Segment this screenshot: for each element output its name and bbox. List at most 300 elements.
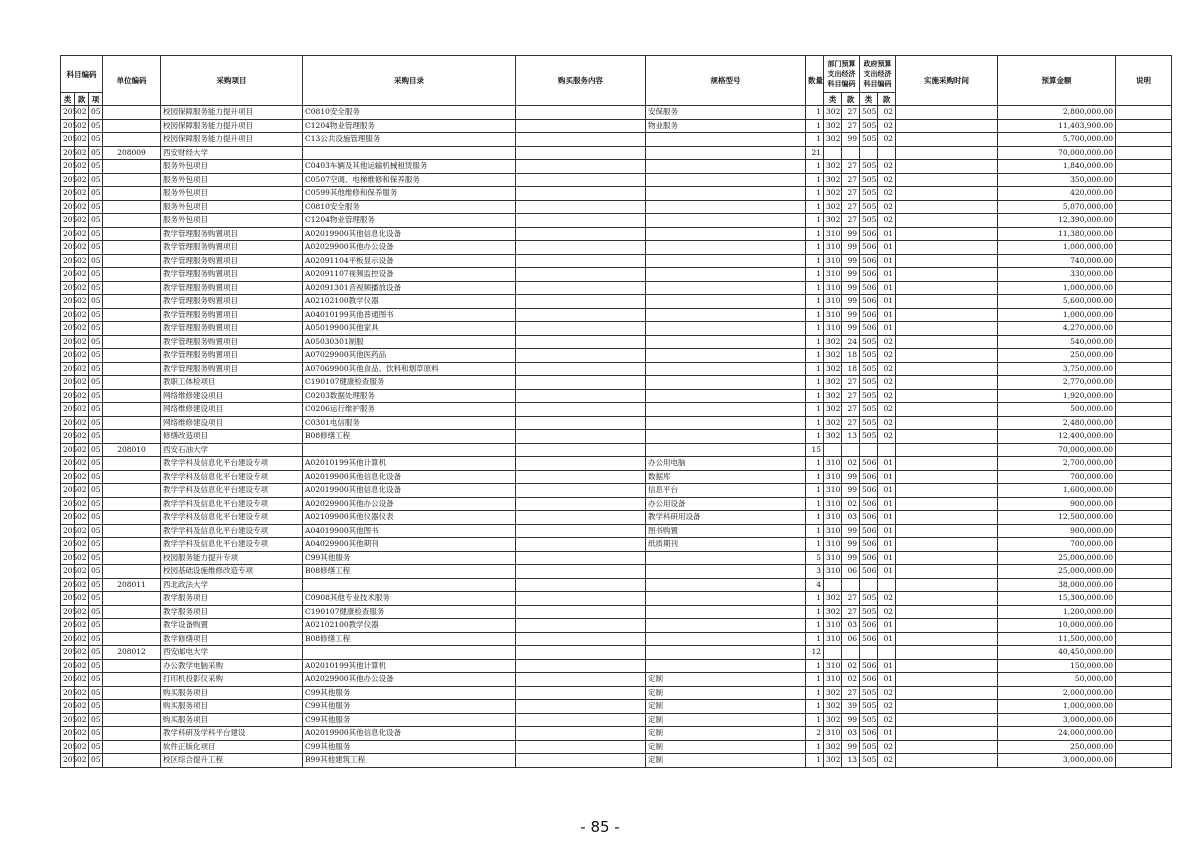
table-row [61, 416, 1172, 430]
cell-budget-amount: 5,070,000.00 [998, 200, 1116, 214]
cell-purchase-time [896, 214, 998, 228]
cell-budget-amount: 2,700,000.00 [998, 457, 1116, 471]
cell-category-kuan: 02 [75, 214, 89, 228]
cell-quantity: 1 [806, 106, 824, 120]
cell-dept-kuan: 03 [842, 619, 860, 633]
cell-catalog: C0203数据处理服务 [303, 389, 516, 403]
cell-gov-kuan: 02 [878, 349, 896, 363]
cell-note [1116, 335, 1172, 349]
cell-service-content [516, 713, 646, 727]
cell-budget-amount: 350,000.00 [998, 173, 1116, 187]
cell-dept-kuan: 39 [842, 700, 860, 714]
cell-category-lei: 205 [61, 281, 75, 295]
cell-category-xiang: 05 [89, 511, 103, 525]
cell-gov-lei: 506 [860, 281, 878, 295]
cell-unit-code [103, 295, 161, 309]
cell-service-content [516, 146, 646, 160]
cell-gov-lei: 506 [860, 538, 878, 552]
cell-budget-amount: 70,000,000.00 [998, 146, 1116, 160]
cell-gov-lei: 506 [860, 727, 878, 741]
cell-purchase-time [896, 551, 998, 565]
cell-budget-amount: 15,300,000.00 [998, 592, 1116, 606]
header-service-content: 购买服务内容 [516, 56, 646, 106]
cell-service-content [516, 389, 646, 403]
table-body [61, 106, 1172, 768]
cell-catalog: A02109900其他仪器仪表 [303, 511, 516, 525]
cell-category-xiang: 05 [89, 754, 103, 768]
cell-quantity: 1 [806, 335, 824, 349]
cell-unit-code [103, 349, 161, 363]
cell-project-name: 教职工体检项目 [161, 376, 303, 390]
cell-dept-lei: 302 [824, 592, 842, 606]
cell-note [1116, 254, 1172, 268]
cell-category-xiang: 05 [89, 686, 103, 700]
cell-note [1116, 713, 1172, 727]
cell-budget-amount: 4,270,000.00 [998, 322, 1116, 336]
cell-unit-code: 208010 [103, 443, 161, 457]
cell-purchase-time [896, 713, 998, 727]
cell-dept-lei: 302 [824, 389, 842, 403]
cell-gov-lei: 505 [860, 119, 878, 133]
cell-project-name: 网络维修建设项目 [161, 416, 303, 430]
cell-category-lei: 205 [61, 146, 75, 160]
cell-quantity: 1 [806, 754, 824, 768]
table-row [61, 646, 1172, 660]
cell-quantity: 21 [806, 146, 824, 160]
cell-project-name: 教学修缮项目 [161, 632, 303, 646]
cell-catalog: C99其他服务 [303, 740, 516, 754]
cell-gov-kuan: 01 [878, 254, 896, 268]
cell-dept-kuan: 27 [842, 403, 860, 417]
table-row [61, 173, 1172, 187]
cell-purchase-time [896, 322, 998, 336]
cell-unit-code [103, 497, 161, 511]
cell-dept-lei: 310 [824, 308, 842, 322]
cell-category-lei: 205 [61, 133, 75, 147]
cell-spec: 教学科研用设备 [646, 511, 806, 525]
cell-budget-amount: 50,000.00 [998, 673, 1116, 687]
cell-purchase-time [896, 389, 998, 403]
cell-dept-kuan: 99 [842, 227, 860, 241]
cell-project-name: 教学管理服务购置项目 [161, 349, 303, 363]
cell-note [1116, 349, 1172, 363]
cell-catalog: C99其他服务 [303, 686, 516, 700]
cell-service-content [516, 470, 646, 484]
cell-spec [646, 619, 806, 633]
cell-gov-lei: 505 [860, 605, 878, 619]
cell-quantity: 2 [806, 727, 824, 741]
cell-gov-lei: 505 [860, 416, 878, 430]
cell-dept-kuan: 18 [842, 349, 860, 363]
cell-category-kuan: 02 [75, 632, 89, 646]
cell-note [1116, 200, 1172, 214]
cell-unit-code [103, 740, 161, 754]
table-row [61, 335, 1172, 349]
table-row [61, 106, 1172, 120]
cell-category-xiang: 05 [89, 673, 103, 687]
cell-category-kuan: 02 [75, 565, 89, 579]
cell-dept-kuan: 99 [842, 254, 860, 268]
cell-category-xiang: 05 [89, 484, 103, 498]
cell-dept-kuan: 99 [842, 713, 860, 727]
cell-catalog: A02029900其他办公设备 [303, 673, 516, 687]
cell-dept-lei: 302 [824, 214, 842, 228]
cell-category-lei: 205 [61, 254, 75, 268]
cell-category-xiang: 05 [89, 335, 103, 349]
cell-service-content [516, 619, 646, 633]
cell-gov-lei: 505 [860, 335, 878, 349]
cell-service-content [516, 511, 646, 525]
cell-category-lei: 205 [61, 187, 75, 201]
cell-note [1116, 686, 1172, 700]
cell-dept-lei: 310 [824, 241, 842, 255]
table-row [61, 403, 1172, 417]
cell-spec [646, 322, 806, 336]
table-row [61, 443, 1172, 457]
cell-dept-kuan: 27 [842, 119, 860, 133]
cell-category-lei: 205 [61, 578, 75, 592]
cell-quantity: 1 [806, 173, 824, 187]
cell-catalog: A04029900其他期刊 [303, 538, 516, 552]
cell-category-xiang: 05 [89, 538, 103, 552]
cell-quantity: 1 [806, 700, 824, 714]
table-row [61, 754, 1172, 768]
cell-gov-lei: 505 [860, 214, 878, 228]
cell-unit-code [103, 484, 161, 498]
cell-note [1116, 214, 1172, 228]
cell-catalog: C0301电信服务 [303, 416, 516, 430]
cell-category-lei: 205 [61, 632, 75, 646]
cell-dept-kuan: 99 [842, 241, 860, 255]
cell-purchase-time [896, 457, 998, 471]
table-row [61, 740, 1172, 754]
cell-service-content [516, 106, 646, 120]
cell-note [1116, 173, 1172, 187]
cell-dept-lei: 310 [824, 497, 842, 511]
cell-dept-kuan: 99 [842, 268, 860, 282]
cell-unit-code [103, 200, 161, 214]
cell-project-name: 修缮改造项目 [161, 430, 303, 444]
cell-purchase-time [896, 538, 998, 552]
cell-category-xiang: 05 [89, 659, 103, 673]
cell-catalog: A04010199其他普通图书 [303, 308, 516, 322]
cell-category-xiang: 05 [89, 241, 103, 255]
cell-catalog [303, 146, 516, 160]
cell-gov-lei: 506 [860, 268, 878, 282]
cell-dept-lei: 302 [824, 403, 842, 417]
cell-category-kuan: 02 [75, 551, 89, 565]
cell-budget-amount: 24,000,000.00 [998, 727, 1116, 741]
cell-category-lei: 205 [61, 119, 75, 133]
cell-purchase-time [896, 565, 998, 579]
table-row [61, 281, 1172, 295]
cell-category-xiang: 05 [89, 727, 103, 741]
cell-project-name: 教学学科及信息化平台建设专项 [161, 457, 303, 471]
header-gov-kuan: 款 [878, 93, 896, 106]
cell-category-xiang: 05 [89, 376, 103, 390]
cell-project-name: 服务外包项目 [161, 187, 303, 201]
cell-project-name: 西安石油大学 [161, 443, 303, 457]
cell-quantity: 1 [806, 389, 824, 403]
cell-project-name: 教学管理服务购置项目 [161, 241, 303, 255]
cell-category-xiang: 05 [89, 578, 103, 592]
cell-service-content [516, 254, 646, 268]
cell-category-xiang: 05 [89, 713, 103, 727]
cell-category-lei: 205 [61, 565, 75, 579]
cell-quantity: 1 [806, 632, 824, 646]
cell-category-lei: 205 [61, 619, 75, 633]
cell-category-lei: 205 [61, 295, 75, 309]
cell-gov-kuan: 01 [878, 538, 896, 552]
cell-dept-kuan: 99 [842, 133, 860, 147]
cell-purchase-time [896, 403, 998, 417]
cell-unit-code [103, 673, 161, 687]
cell-project-name: 购买服务项目 [161, 713, 303, 727]
cell-purchase-time [896, 443, 998, 457]
cell-catalog [303, 578, 516, 592]
cell-dept-lei: 302 [824, 349, 842, 363]
cell-service-content [516, 524, 646, 538]
cell-service-content [516, 241, 646, 255]
cell-dept-lei: 302 [824, 376, 842, 390]
cell-purchase-time [896, 308, 998, 322]
cell-project-name: 教学管理服务购置项目 [161, 295, 303, 309]
cell-dept-lei: 310 [824, 470, 842, 484]
cell-spec [646, 592, 806, 606]
cell-purchase-time [896, 646, 998, 660]
cell-note [1116, 389, 1172, 403]
cell-spec: 安保服务 [646, 106, 806, 120]
cell-category-xiang: 05 [89, 497, 103, 511]
cell-budget-amount: 25,000,000.00 [998, 551, 1116, 565]
cell-service-content [516, 538, 646, 552]
table-row [61, 551, 1172, 565]
cell-dept-lei: 310 [824, 632, 842, 646]
cell-unit-code [103, 214, 161, 228]
cell-quantity: 1 [806, 268, 824, 282]
cell-category-xiang: 05 [89, 214, 103, 228]
cell-dept-lei: 302 [824, 686, 842, 700]
cell-dept-lei: 310 [824, 538, 842, 552]
cell-dept-kuan: 02 [842, 659, 860, 673]
cell-service-content [516, 754, 646, 768]
cell-unit-code [103, 430, 161, 444]
cell-category-xiang: 05 [89, 443, 103, 457]
cell-note [1116, 146, 1172, 160]
cell-category-kuan: 02 [75, 254, 89, 268]
cell-dept-kuan: 03 [842, 727, 860, 741]
cell-category-kuan: 02 [75, 362, 89, 376]
cell-unit-code [103, 376, 161, 390]
cell-catalog: A02019900其他信息化设备 [303, 227, 516, 241]
cell-spec [646, 295, 806, 309]
cell-purchase-time [896, 416, 998, 430]
cell-budget-amount: 1,000,000.00 [998, 281, 1116, 295]
cell-category-kuan: 02 [75, 295, 89, 309]
cell-category-lei: 205 [61, 173, 75, 187]
cell-category-lei: 205 [61, 106, 75, 120]
cell-project-name: 教学管理服务购置项目 [161, 362, 303, 376]
cell-purchase-time [896, 511, 998, 525]
cell-category-xiang: 05 [89, 281, 103, 295]
cell-category-kuan: 02 [75, 403, 89, 417]
cell-dept-lei: 310 [824, 484, 842, 498]
cell-spec: 图书购置 [646, 524, 806, 538]
cell-purchase-time [896, 740, 998, 754]
cell-category-lei: 205 [61, 457, 75, 471]
cell-gov-lei: 505 [860, 389, 878, 403]
cell-spec [646, 268, 806, 282]
cell-gov-lei: 505 [860, 592, 878, 606]
cell-catalog: A02010199其他计算机 [303, 457, 516, 471]
cell-service-content [516, 646, 646, 660]
cell-note [1116, 740, 1172, 754]
cell-unit-code [103, 470, 161, 484]
table-row [61, 187, 1172, 201]
cell-catalog: A02010199其他计算机 [303, 659, 516, 673]
cell-gov-kuan [878, 146, 896, 160]
cell-category-kuan: 02 [75, 619, 89, 633]
cell-service-content [516, 376, 646, 390]
cell-gov-lei: 506 [860, 632, 878, 646]
cell-category-kuan: 02 [75, 241, 89, 255]
cell-category-kuan: 02 [75, 322, 89, 336]
cell-unit-code [103, 416, 161, 430]
table-row [61, 470, 1172, 484]
header-xiang: 项 [89, 93, 103, 106]
cell-spec: 定制 [646, 740, 806, 754]
cell-project-name: 校区综合提升工程 [161, 754, 303, 768]
page-number: - 85 - [580, 818, 620, 836]
cell-catalog: C1204物业管理服务 [303, 119, 516, 133]
cell-category-kuan: 02 [75, 727, 89, 741]
cell-category-kuan: 02 [75, 524, 89, 538]
cell-budget-amount: 5,600,000.00 [998, 295, 1116, 309]
cell-dept-kuan: 99 [842, 524, 860, 538]
cell-category-lei: 205 [61, 335, 75, 349]
cell-gov-kuan: 02 [878, 173, 896, 187]
cell-purchase-time [896, 146, 998, 160]
cell-gov-lei: 506 [860, 511, 878, 525]
cell-gov-lei: 506 [860, 295, 878, 309]
cell-quantity: 1 [806, 322, 824, 336]
cell-category-kuan: 02 [75, 200, 89, 214]
cell-spec [646, 646, 806, 660]
cell-budget-amount: 1,000,000.00 [998, 700, 1116, 714]
table-row [61, 497, 1172, 511]
cell-category-kuan: 02 [75, 578, 89, 592]
cell-gov-lei: 505 [860, 349, 878, 363]
cell-unit-code [103, 227, 161, 241]
cell-dept-lei: 302 [824, 430, 842, 444]
cell-dept-lei: 302 [824, 362, 842, 376]
cell-project-name: 西安邮电大学 [161, 646, 303, 660]
cell-dept-lei [824, 578, 842, 592]
cell-project-name: 西北政法大学 [161, 578, 303, 592]
cell-category-xiang: 05 [89, 389, 103, 403]
table-row [61, 727, 1172, 741]
table-row [61, 430, 1172, 444]
cell-budget-amount: 2,480,000.00 [998, 416, 1116, 430]
cell-quantity: 1 [806, 592, 824, 606]
cell-budget-amount: 700,000.00 [998, 470, 1116, 484]
cell-note [1116, 362, 1172, 376]
cell-spec [646, 160, 806, 174]
cell-gov-lei: 505 [860, 376, 878, 390]
cell-note [1116, 605, 1172, 619]
cell-spec: 定制 [646, 727, 806, 741]
cell-spec [646, 214, 806, 228]
cell-dept-lei: 302 [824, 133, 842, 147]
cell-quantity: 1 [806, 713, 824, 727]
cell-quantity: 1 [806, 254, 824, 268]
cell-quantity: 1 [806, 497, 824, 511]
cell-budget-amount: 2,800,000.00 [998, 106, 1116, 120]
cell-catalog: A02102100教学仪器 [303, 295, 516, 309]
cell-gov-lei: 505 [860, 713, 878, 727]
cell-quantity: 1 [806, 416, 824, 430]
cell-unit-code: 208012 [103, 646, 161, 660]
cell-quantity: 1 [806, 241, 824, 255]
cell-category-lei: 205 [61, 268, 75, 282]
cell-dept-kuan: 24 [842, 335, 860, 349]
cell-budget-amount: 11,500,000.00 [998, 632, 1116, 646]
cell-unit-code [103, 335, 161, 349]
cell-catalog: A02091107视频监控设备 [303, 268, 516, 282]
cell-quantity: 1 [806, 524, 824, 538]
cell-unit-code [103, 281, 161, 295]
table-row [61, 322, 1172, 336]
cell-purchase-time [896, 227, 998, 241]
table-row [61, 308, 1172, 322]
cell-category-lei: 205 [61, 403, 75, 417]
cell-note [1116, 578, 1172, 592]
cell-category-xiang: 05 [89, 551, 103, 565]
cell-dept-lei: 310 [824, 227, 842, 241]
cell-spec: 定制 [646, 673, 806, 687]
cell-spec: 物业服务 [646, 119, 806, 133]
cell-quantity: 1 [806, 281, 824, 295]
cell-catalog: B08修缮工程 [303, 565, 516, 579]
cell-category-lei: 205 [61, 430, 75, 444]
cell-catalog: A02029900其他办公设备 [303, 497, 516, 511]
cell-dept-lei: 302 [824, 335, 842, 349]
cell-budget-amount: 3,000,000.00 [998, 713, 1116, 727]
cell-budget-amount: 250,000.00 [998, 740, 1116, 754]
table-row [61, 619, 1172, 633]
cell-category-kuan: 02 [75, 106, 89, 120]
cell-unit-code [103, 241, 161, 255]
cell-note [1116, 308, 1172, 322]
cell-service-content [516, 173, 646, 187]
cell-service-content [516, 214, 646, 228]
cell-project-name: 教学管理服务购置项目 [161, 268, 303, 282]
cell-service-content [516, 308, 646, 322]
cell-gov-kuan: 02 [878, 430, 896, 444]
header-time: 实施采购时间 [896, 56, 998, 106]
cell-purchase-time [896, 632, 998, 646]
cell-gov-kuan [878, 443, 896, 457]
cell-gov-lei [860, 646, 878, 660]
cell-unit-code [103, 551, 161, 565]
cell-gov-lei: 506 [860, 565, 878, 579]
cell-category-xiang: 05 [89, 254, 103, 268]
cell-gov-kuan [878, 578, 896, 592]
cell-purchase-time [896, 241, 998, 255]
header-gov-lei: 类 [860, 93, 878, 106]
cell-unit-code [103, 322, 161, 336]
cell-budget-amount: 740,000.00 [998, 254, 1116, 268]
